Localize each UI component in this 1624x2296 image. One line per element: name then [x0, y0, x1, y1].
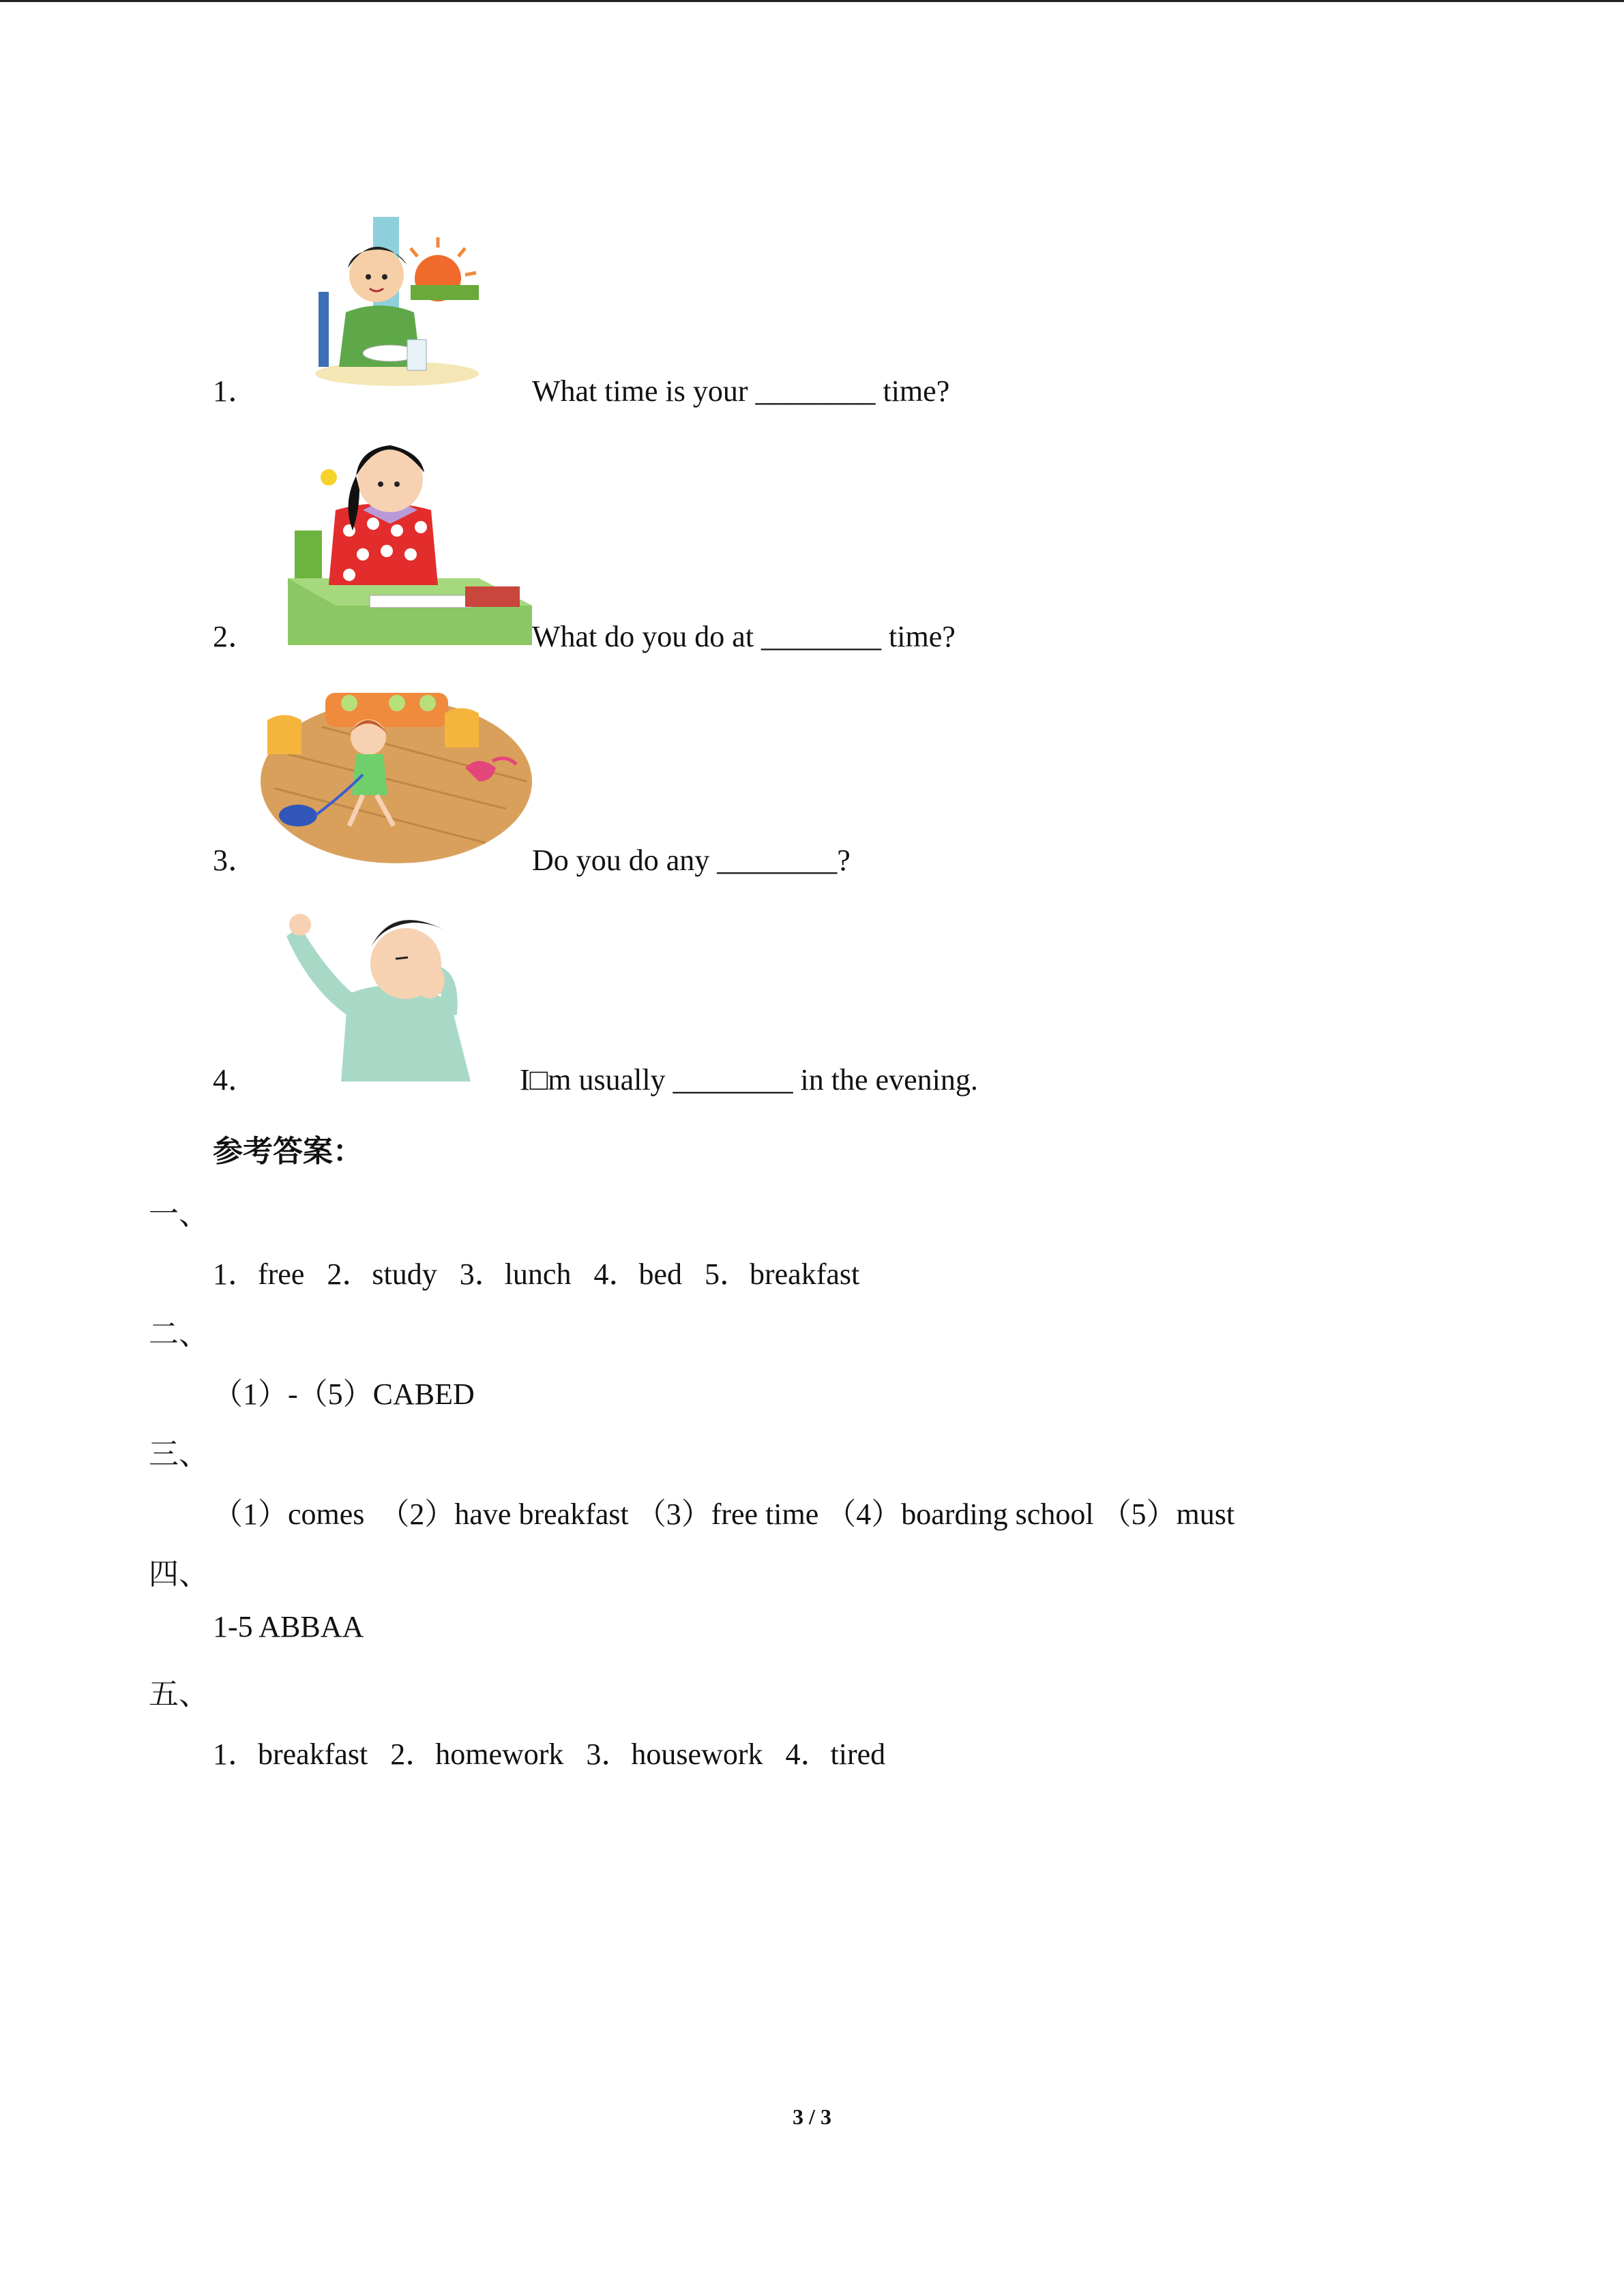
question-text: What do you do at ________ time? [532, 620, 956, 653]
girl-studying-illustration [261, 428, 532, 645]
question-text: What time is your ________ time? [532, 374, 950, 408]
question-text: Do you do any ________? [532, 844, 851, 877]
question-text: I□m usually ________ in the evening. [520, 1063, 978, 1097]
section-answer: （1）-（5）CABED [213, 1377, 475, 1411]
section-label: 五、 [149, 1677, 209, 1712]
section-answer: 1．free 2．study 3．lunch 4．bed 5．breakfast [213, 1257, 860, 1291]
section-answer: （1）comes （2）have breakfast （3）free time （4）boarding school （5）must [213, 1497, 1235, 1531]
section-answer: 1-5 ABBAA [213, 1610, 364, 1643]
question-number: 2． [213, 620, 258, 653]
question-number: 4． [213, 1063, 258, 1097]
answers-title: 参考答案： [213, 1134, 363, 1169]
page-number: 3 / 3 [793, 2104, 831, 2129]
section-label: 一、 [149, 1197, 209, 1232]
question-number: 1． [213, 374, 258, 408]
section-label: 四、 [149, 1557, 209, 1592]
section-label: 二、 [149, 1317, 209, 1352]
tired-man-illustration [286, 899, 491, 1082]
boy-breakfast-illustration [308, 210, 486, 387]
section-label: 三、 [149, 1437, 209, 1472]
question-number: 3． [213, 844, 258, 877]
girl-housework-illustration [261, 679, 532, 863]
section-answer: 1．breakfast 2．homework 3．housework 4．tired [213, 1738, 886, 1771]
top-border [0, 0, 1624, 2]
